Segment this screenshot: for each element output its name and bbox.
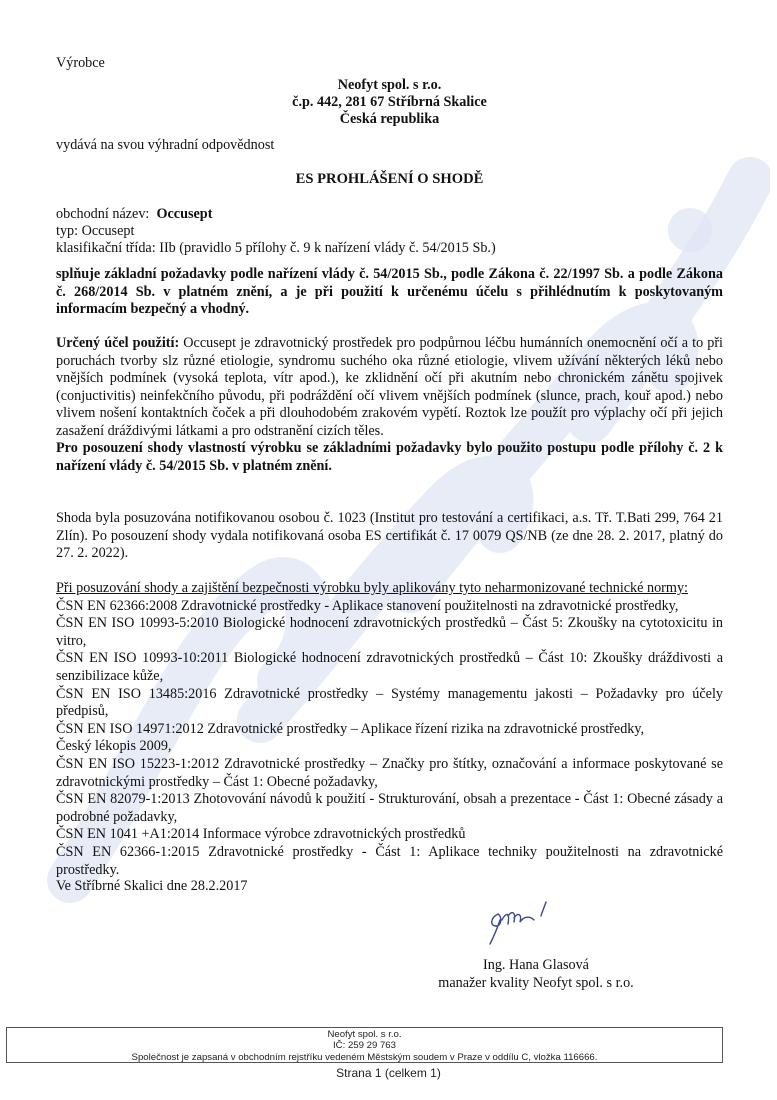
trade-name-label: obchodní název: (56, 206, 150, 222)
producer-label: Výrobce (56, 55, 105, 71)
type-line: typ: Occusept (56, 223, 135, 239)
handwritten-signature-icon (484, 896, 564, 948)
place-date: Ve Stříbrné Skalici dne 28.2.2017 (56, 878, 248, 894)
intended-use-text: Occusept je zdravotnický prostředek pro podpůrnou léčbu humánních onemocnění očí a to při poruchách tvorby slz různé etiologie, syndromu suchého oka různé etiologie, vlivem užívání některých léků nebo vnějších podmínek (vysoká teplota, vítr apod.), ke zklidnění očí při akutním nebo chronickém zánětu spojivek (conjuctivitis) neinfekčního původu, při podráždění očí vlivem vnějších podmínek (slunce, prach, kouř apod.) nebo vlivem nošení kontaktních čoček a při dlouhodobém zrakovém vypětí. Roztok lze použít pro výplachy očí při jejich zasažení dráždivými látkami a pro odstranění cizích těles. (56, 335, 723, 439)
assessment-procedure: Pro posouzení shody vlastností výrobku se základními požadavky bylo použito postupu podle přílohy č. 2 k nařízení vlády č. 54/2015 Sb. v platném znění. (56, 440, 723, 474)
standard-item: ČSN EN ISO 10993-5:2010 Biologické hodnocení zdravotnických prostředků – Část 5: Zkoušky na cytotoxicitu in vitro, (56, 615, 723, 649)
standard-item: ČSN EN ISO 15223-1:2012 Zdravotnické prostředky – Značky pro štítky, označování a informace poskytované se zdravotnickými prostředky – Část 1: Obecné požadavky, (56, 755, 723, 790)
standard-item: ČSN EN ISO 10993-10:2011 Biologické hodnocení zdravotnických prostředků – Část 10: Zkoušky dráždivosti a senzibilizace kůže, (56, 650, 723, 684)
page-number: Strana 1 (celkem 1) (336, 1066, 441, 1080)
intended-use-paragraph (56, 335, 723, 441)
trade-name-line (56, 206, 212, 224)
class-line: klasifikační třída: IIb (pravidlo 5 přílohy č. 9 k nařízení vlády č. 54/2015 Sb.) (56, 240, 496, 256)
company-address: č.p. 442, 281 67 Stříbrná Skalice (292, 94, 487, 110)
standard-item: ČSN EN 62366-1:2015 Zdravotnické prostředky - Část 1: Aplikace techniky použitelnosti na zdravotnické prostředky. (56, 843, 723, 878)
standards-list (56, 598, 723, 880)
standards-heading: Při posuzování shody a zajištění bezpečnosti výrobku byly aplikovány tyto neharmonizované technické normy: (56, 580, 688, 596)
footer-registration: Společnost je zapsaná v obchodním rejstříku vedeném Městským soudem v Praze v oddílu C, vložka 116666. (131, 1051, 598, 1063)
signature-stroke (490, 902, 546, 944)
company-country: Česká republika (339, 111, 440, 127)
compliance-statement: splňuje základní požadavky podle nařízení vlády č. 54/2015 Sb., podle Zákona č. 22/1997 Sb. a podle Zákona č. 268/2014 Sb. v platném znění, a je při použití k určenému účelu s přihlédnutím k poskytovaným informacím bezpečný a vhodný. (56, 266, 723, 318)
standard-item: ČSN EN 82079-1:2013 Zhotovování návodů k použití - Strukturování, obsah a prezentace - Část 1: Obecné zásady a podrobné požadavky, (56, 791, 723, 825)
standard-item: ČSN EN ISO 14971:2012 Zdravotnické prostředky – Aplikace řízení rizika na zdravotnické prostředky, (56, 720, 645, 737)
trade-name-value: Occusept (156, 206, 213, 222)
watermark-dot (668, 208, 712, 252)
standard-item: ČSN EN 62366:2008 Zdravotnické prostředky - Aplikace stanovení použitelnosti na zdravotnické prostředky, (56, 597, 679, 614)
responsibility-statement: vydává na svou výhradní odpovědnost (56, 137, 275, 153)
intended-use-label: Určený účel použití: (56, 335, 180, 351)
footer-ic: IČ: 259 29 763 (333, 1040, 396, 1052)
document-title: ES PROHLÁŠENÍ O SHODĚ (295, 171, 484, 187)
signatory-name: Ing. Hana Glasová (483, 957, 589, 973)
standard-item: Český lékopis 2009, (56, 738, 172, 755)
standard-item: ČSN EN ISO 13485:2016 Zdravotnické prostředky – Systémy managementu jakosti – Požadavky pro účely předpisů, (56, 685, 723, 720)
standards-section (56, 580, 723, 879)
company-name: Neofyt spol. s r.o. (337, 77, 442, 93)
notified-body-paragraph: Shoda byla posuzována notifikovanou osobou č. 1023 (Institut pro testování a certifikaci, a.s. Tř. T.Bati 299, 764 21 Zlín). Po posouzení shody vydala notifikovaná osoba ES certifikát č. 17 0079 QS/NB (ze dne 28. 2. 2017, platný do 27. 2. 2022). (56, 510, 723, 562)
signatory-role: manažer kvality Neofyt spol. s r.o. (438, 975, 634, 991)
footer-box (6, 1027, 723, 1063)
footer-company: Neofyt spol. s r.o. (327, 1029, 402, 1040)
standard-item: ČSN EN 1041 +A1:2014 Informace výrobce zdravotnických prostředků (56, 826, 466, 843)
